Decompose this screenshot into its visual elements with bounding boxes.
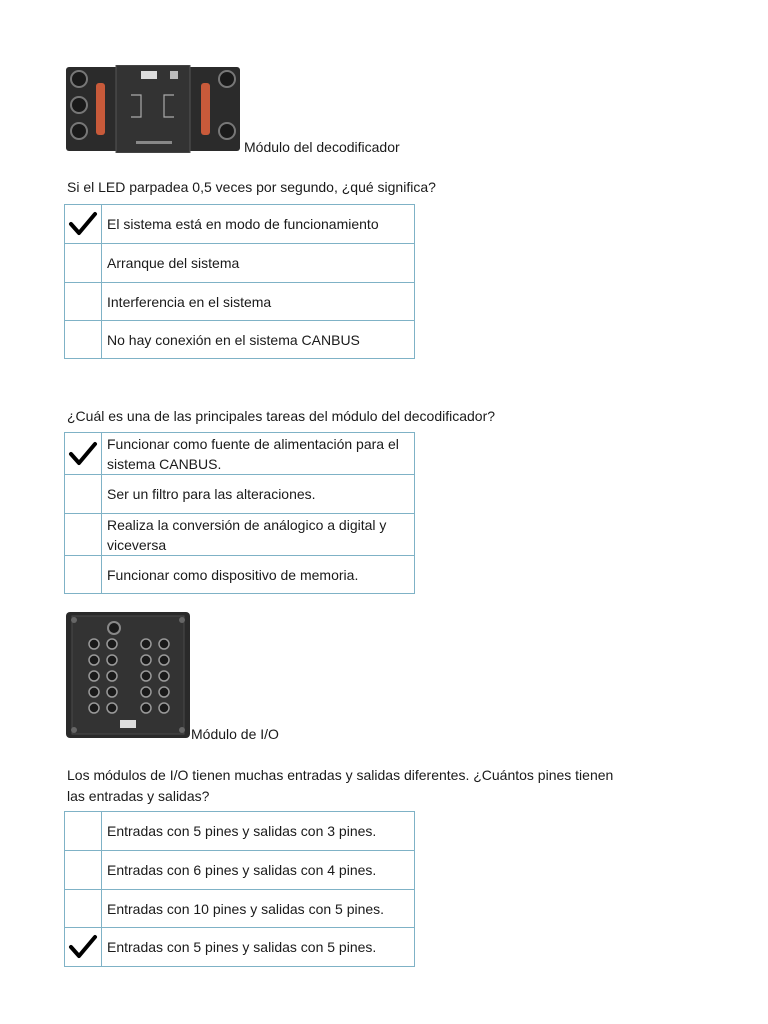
answer-checkbox-cell[interactable]: [65, 475, 102, 514]
question-3-text: Los módulos de I/O tienen muchas entradas y salidas diferentes. ¿Cuántos pines tienen las entradas y salidas?: [67, 767, 614, 804]
checkmark-icon: [68, 441, 98, 467]
answer-text: No hay conexión en el sistema CANBUS: [102, 321, 415, 359]
answer-row: [65, 433, 415, 475]
checkmark-icon: [68, 211, 98, 237]
answer-text: Arranque del sistema: [102, 244, 415, 283]
answer-checkbox-cell[interactable]: [65, 812, 102, 851]
answer-row: [65, 928, 415, 967]
answer-checkbox-cell[interactable]: [65, 283, 102, 321]
io-module-image: [66, 612, 190, 738]
question-1-answers-table: [64, 204, 415, 359]
answer-checkbox-cell[interactable]: [65, 514, 102, 556]
answer-checkbox-cell[interactable]: [65, 205, 102, 244]
question-1-text: Si el LED parpadea 0,5 veces por segundo, ¿qué significa?: [67, 179, 436, 195]
answer-row: [65, 556, 415, 594]
answer-text: Entradas con 10 pines y salidas con 5 pines.: [102, 890, 415, 928]
answer-row: [65, 890, 415, 928]
io-module-caption: Módulo de I/O: [191, 726, 279, 742]
answer-text: Entradas con 6 pines y salidas con 4 pines.: [102, 851, 415, 890]
question-2-answers-table: [64, 432, 415, 594]
answer-row: [65, 812, 415, 851]
answer-row: [65, 205, 415, 244]
answer-row: [65, 321, 415, 359]
answer-checkbox-cell[interactable]: [65, 890, 102, 928]
answer-row: [65, 851, 415, 890]
answer-checkbox-cell[interactable]: [65, 433, 102, 475]
answer-checkbox-cell[interactable]: [65, 851, 102, 890]
answer-row: [65, 244, 415, 283]
question-2-text: ¿Cuál es una de las principales tareas del módulo del decodificador?: [67, 408, 496, 424]
decoder-module-image: [66, 65, 240, 153]
answer-text: Funcionar como fuente de alimentación para el sistema CANBUS.: [102, 433, 415, 475]
answer-text: El sistema está en modo de funcionamiento: [102, 205, 415, 244]
answer-text: Entradas con 5 pines y salidas con 5 pines.: [102, 928, 415, 967]
answer-checkbox-cell[interactable]: [65, 928, 102, 967]
decoder-module-caption: Módulo del decodificador: [244, 139, 400, 155]
question-3-answers-table: [64, 811, 415, 967]
answer-checkbox-cell[interactable]: [65, 321, 102, 359]
answer-row: [65, 475, 415, 514]
answer-text: Funcionar como dispositivo de memoria.: [102, 556, 415, 594]
answer-text: Entradas con 5 pines y salidas con 3 pines.: [102, 812, 415, 851]
answer-text: Realiza la conversión de análogico a digital y viceversa: [102, 514, 415, 556]
answer-text: Interferencia en el sistema: [102, 283, 415, 321]
answer-checkbox-cell[interactable]: [65, 244, 102, 283]
answer-row: [65, 514, 415, 556]
answer-text: Ser un filtro para las alteraciones.: [102, 475, 415, 514]
answer-row: [65, 283, 415, 321]
checkmark-icon: [68, 934, 98, 960]
answer-checkbox-cell[interactable]: [65, 556, 102, 594]
